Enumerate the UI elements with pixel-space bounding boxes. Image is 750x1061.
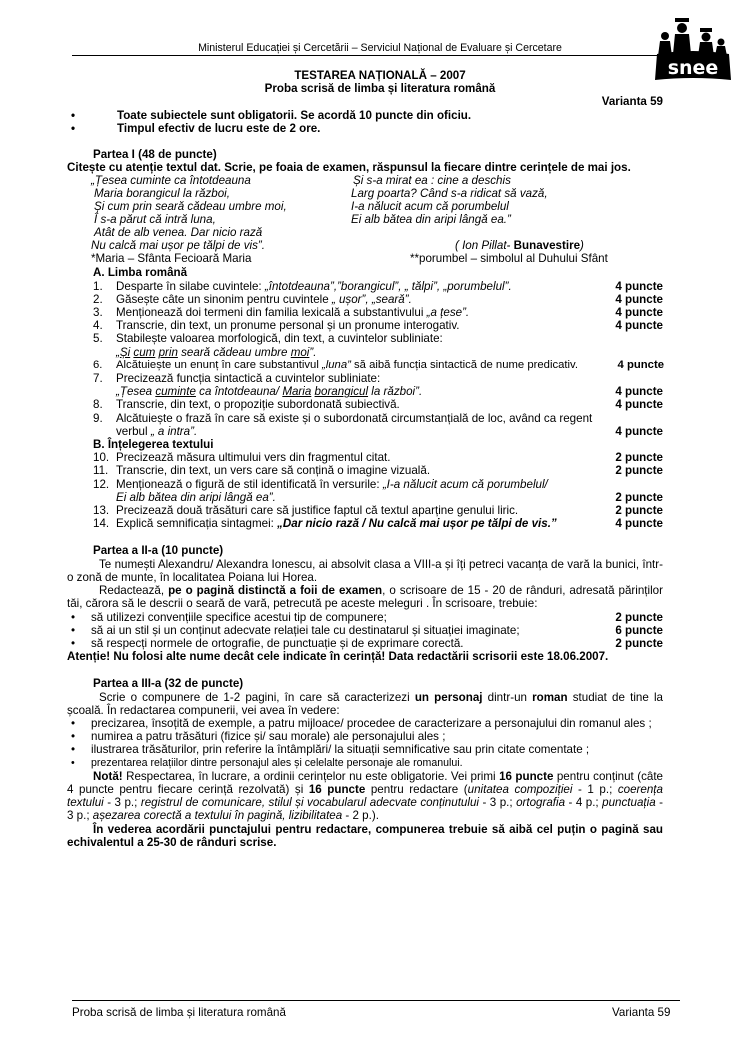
part3-note: Notă! Respectarea, în lucrare, a ordinii cerințelor nu este obligatorie. Vei primi 16 puncte pentru conținut (câte 4 puncte pentru fiecare cerință rezolvată) și 16 puncte pentru redactare (unitatea compoziției - 1 p.; coerența textului - 3 p.; registrul de comunicare, stilul și vocabularul adecvate conținutului - 3 p.; ortografia - 4 p.; punctuația - 3 p.; așezarea corectă a textului în pagină, lizibilitatea - 2 p.). bbox=[67, 769, 663, 823]
question-item: 8. Transcrie, din text, o propoziție subordonată subiectivă. 4 puncte bbox=[93, 398, 663, 412]
exam-title: TESTAREA NAȚIONALĂ – 2007 bbox=[294, 69, 466, 82]
requirement-points: 2 puncte bbox=[615, 610, 663, 624]
part2-context: Te numești Alexandru/ Alexandra Ionescu, ai absolvit clasa a VIII-a și îți petreci vacanța de vară la bunici, într-o zonă de munte, în localitatea Poiana lui Horea. bbox=[67, 557, 663, 584]
general-rule: • Toate subiectele sunt obligatorii. Se acordă 10 puncte din oficiu. bbox=[67, 109, 663, 122]
header-institution: Ministerul Educației și Cercetării – Serviciul Național de Evaluare și Cercetare bbox=[198, 42, 562, 54]
part2-warning: Atenție! Nu folosi alte nume decât cele indicate în cerință! Data redactării scrisorii este 18.06.2007. bbox=[67, 650, 609, 664]
footer-variant: Varianta 59 bbox=[612, 1006, 671, 1019]
footer-title: Proba scrisă de limba și literatura română bbox=[72, 1006, 286, 1019]
question-points: 4 puncte bbox=[615, 398, 663, 412]
poem-line: I-a nălucit acum că porumbelul bbox=[351, 200, 509, 214]
exam-subtitle: Proba scrisă de limba și literatura română bbox=[264, 82, 496, 96]
poem-line: Nu calcă mai ușor pe tălpi de vis”. bbox=[91, 239, 265, 253]
question-item: 3. Menționează doi termeni din familia lexicală a substantivului „a țese”. 4 puncte bbox=[93, 306, 663, 320]
poem-line: Atât de alb venea. Dar nicio rază bbox=[94, 226, 263, 240]
footnote-1: *Maria – Sfânta Fecioară Maria bbox=[91, 252, 252, 266]
part2-requirement: • să ai un stil și un conținut adecvate relației tale cu destinatarul și situației imaginate; 6 puncte bbox=[67, 624, 663, 637]
part1-instruction: Citește cu atenție textul dat. Scrie, pe foaia de examen, răspunsul la fiecare dintre cerințele de mai jos. bbox=[67, 161, 631, 175]
question-points: 4 puncte bbox=[617, 358, 664, 371]
poem-line: Și s-a mirat ea : cine a deschis bbox=[353, 174, 511, 188]
poem-line: Ei alb bătea din aripi lângă ea.” bbox=[351, 213, 511, 227]
question-item: 12. Menționează o figură de stil identificată în versurile: „I-a nălucit acum că porumbelul/ Ei alb bătea din aripi lângă ea”. 2 puncte bbox=[93, 477, 663, 504]
part3-requirement: • precizarea, însoțită de exemple, a patru mijloace/ procedee de caracterizare a personajului din romanul ales ; bbox=[67, 717, 663, 730]
footnote-2: **porumbel – simbolul al Duhului Sfânt bbox=[410, 252, 608, 266]
poem-line: Î s-a părut că intră luna, bbox=[94, 213, 216, 227]
poem-attribution: ( Ion Pillat- Bunavestire) bbox=[455, 239, 584, 253]
footer-divider bbox=[72, 1000, 680, 1001]
snee-logo bbox=[653, 12, 733, 82]
question-points: 4 puncte bbox=[615, 279, 663, 293]
question-item: 14. Explică semnificația sintagmei: „Dar nicio rază / Nu calcă mai ușor pe tălpi de vis.” 4 puncte bbox=[93, 517, 663, 531]
part3-final-note: În vederea acordării punctajului pentru redactare, compunerea trebuie să aibă cel puțin o pagină sau echivalentul a 25-30 de rânduri scrise. bbox=[67, 822, 663, 849]
poem-line: Larg poarta? Când s-a ridicat să vază, bbox=[351, 187, 548, 201]
question-item: 4. Transcrie, din text, un pronume personal și un pronume interogativ. 4 puncte bbox=[93, 319, 663, 333]
part3-requirement: • prezentarea relațiilor dintre personajul ales și celelalte personaje ale romanului. bbox=[67, 757, 663, 770]
part3-requirement: • numirea a patru trăsături (fizice și/ sau morale) ale personajului ales ; bbox=[67, 730, 663, 743]
snee-logo-icon bbox=[653, 12, 733, 82]
poem-line: Maria borangicul la război, bbox=[94, 187, 230, 201]
question-item: 13. Precizează două trăsături care să justifice faptul că textul aparține genului liric. 2 puncte bbox=[93, 504, 663, 518]
question-points: 4 puncte bbox=[615, 517, 663, 531]
question-points: 4 puncte bbox=[615, 306, 663, 320]
question-points: 2 puncte bbox=[615, 504, 663, 518]
questions-b bbox=[67, 451, 663, 530]
question-item: 9. Alcătuiește o frază în care să existe și o subordonată circumstanțială de loc, având ca regent verbul „ a intra”. 4 puncte bbox=[93, 411, 663, 438]
part2-requirement: • să utilizezi convențiile specifice acestui tip de compunere; 2 puncte bbox=[67, 611, 663, 624]
question-points: 4 puncte bbox=[615, 292, 663, 306]
header-divider bbox=[72, 55, 680, 56]
section-a-title: A. Limba română bbox=[93, 266, 188, 280]
question-points: 4 puncte bbox=[615, 319, 663, 333]
poem-line: „Țesea cuminte ca întotdeauna bbox=[91, 174, 251, 188]
logo-text: snee bbox=[667, 57, 719, 79]
part1-title: Partea I (48 de puncte) bbox=[93, 148, 217, 162]
questions-a bbox=[67, 280, 663, 438]
part2-task: Redactează, pe o pagină distinctă a foii de examen, o scrisoare de 15 - 20 de rânduri, adresată părinților tăi, cărora să le descrii o seară de vară, petrecută pe aceste meleguri . În scrisoare, trebuie: bbox=[67, 584, 663, 611]
part2-title: Partea a II-a (10 puncte) bbox=[93, 544, 224, 558]
requirement-points: 6 puncte bbox=[615, 623, 663, 637]
poem-line: Și cum prin seară cădeau umbre moi, bbox=[94, 200, 287, 214]
question-points: 4 puncte bbox=[615, 424, 663, 438]
part2-requirement: • să respecți normele de ortografie, de punctuație și de exprimare corectă. 2 puncte bbox=[67, 637, 663, 650]
general-rule: • Timpul efectiv de lucru este de 2 ore. bbox=[67, 122, 663, 135]
question-points: 4 puncte bbox=[615, 385, 663, 399]
part3-task: Scrie o compunere de 1-2 pagini, în care să caracterizezi un personaj dintr-un roman studiat de tine la școală. În redactarea compunerii, vei avea în vedere: bbox=[67, 690, 663, 717]
poem bbox=[67, 174, 663, 270]
requirement-points: 2 puncte bbox=[615, 636, 663, 650]
question-item: 11. Transcrie, din text, un vers care să conțină o imagine vizuală. 2 puncte bbox=[93, 464, 663, 478]
exam-content bbox=[67, 69, 663, 849]
part3-requirement: • ilustrarea trăsăturilor, prin referire la întâmplări/ la situații semnificative sau prin citate comentate ; bbox=[67, 743, 663, 756]
question-item: 6. Alcătuiește un enunț în care substantivul „luna” să aibă funcția sintactică de nume predicativ. 4 puncte bbox=[93, 358, 664, 371]
question-points: 2 puncte bbox=[615, 490, 663, 504]
question-item: 5. Stabilește valoarea morfologică, din text, a cuvintelor subliniate: „Și cum prin seară cădeau umbre moi”. bbox=[93, 332, 443, 359]
variant-label: Varianta 59 bbox=[601, 95, 663, 109]
question-item: 10. Precizează măsura ultimului vers din fragmentul citat. 2 puncte bbox=[93, 451, 663, 465]
section-b-title: B. Înțelegerea textului bbox=[93, 438, 214, 452]
question-item: 2. Găsește câte un sinonim pentru cuvintele „ ușor”, „seară”. 4 puncte bbox=[93, 292, 663, 306]
question-item: 7. Precizează funcția sintactică a cuvintelor subliniate: „Țesea cuminte ca întotdeauna/ Maria borangicul la război”. 4 puncte bbox=[93, 372, 663, 399]
question-item: 1. Desparte în silabe cuvintele: „întotdeauna”,”borangicul”, „ tălpi”, „porumbelul”. 4 puncte bbox=[93, 279, 663, 293]
question-points: 2 puncte bbox=[615, 451, 663, 465]
part3-title: Partea a III-a (32 de puncte) bbox=[93, 677, 244, 691]
question-points: 2 puncte bbox=[615, 464, 663, 478]
